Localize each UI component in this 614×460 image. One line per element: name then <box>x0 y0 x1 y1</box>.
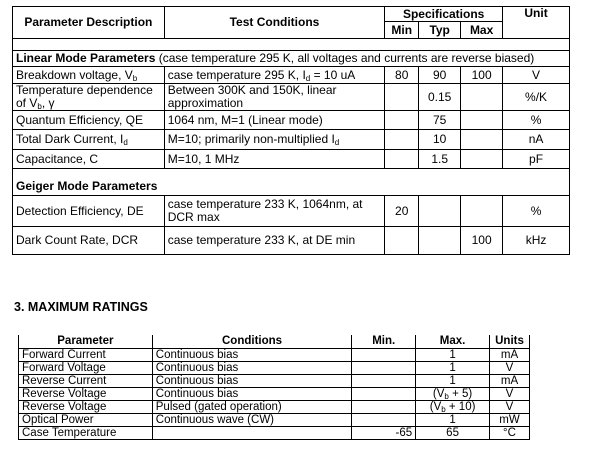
typ-cell: 0.15 <box>419 84 461 111</box>
table-row <box>19 388 530 401</box>
table-row <box>19 427 530 440</box>
header-parameter: Parameter <box>19 335 153 349</box>
header-min: Min <box>385 22 419 39</box>
conditions-cell: Continuous bias <box>152 388 352 401</box>
unit-cell: pF <box>503 150 570 169</box>
parameter-cell: Reverse Voltage <box>19 388 153 401</box>
conditions-cell: M=10, 1 MHz <box>164 150 385 169</box>
maximum-ratings-heading: 3. MAXIMUM RATINGS <box>14 300 148 314</box>
table-row <box>19 362 530 375</box>
min-cell <box>352 375 416 388</box>
conditions-cell: 1064 nm, M=1 (Linear mode) <box>164 111 385 130</box>
typ-cell <box>419 227 461 255</box>
header-parameter-description: Parameter Description <box>13 7 165 39</box>
max-cell <box>461 150 503 169</box>
table-row <box>13 227 570 255</box>
max-cell: 1 <box>416 414 490 427</box>
typ-cell: 10 <box>419 130 461 150</box>
min-cell: 20 <box>385 196 419 227</box>
max-cell <box>461 196 503 227</box>
table-row <box>19 414 530 427</box>
header-conditions: Conditions <box>152 335 352 349</box>
min-cell <box>385 111 419 130</box>
table-row <box>13 111 570 130</box>
linear-mode-note: (case temperature 295 K, all voltages and currents are reverse biased) <box>155 51 535 65</box>
table-row <box>13 130 570 150</box>
header-units: Units <box>490 335 530 349</box>
conditions-cell: Continuous bias <box>152 362 352 375</box>
max-cell: 65 <box>416 427 490 440</box>
unit-cell: % <box>503 111 570 130</box>
max-cell: 1 <box>416 375 490 388</box>
spacer-row <box>13 39 570 51</box>
parameter-cell: Optical Power <box>19 414 153 427</box>
conditions-cell: Between 300K and 150K, linear approximation <box>164 84 385 111</box>
conditions-cell: case temperature 295 K, $I_d = 10$ uA <box>164 67 385 84</box>
max-cell <box>461 130 503 150</box>
linear-mode-section-header <box>13 51 570 67</box>
typ-cell: 1.5 <box>419 150 461 169</box>
min-cell <box>385 150 419 169</box>
table-row <box>13 150 570 169</box>
parameter-cell: Capacitance, C <box>13 150 165 169</box>
header-max: Max <box>461 22 503 39</box>
header-typ: Typ <box>419 22 461 39</box>
parameter-cell: Forward Current <box>19 349 153 362</box>
max-cell: $(V_b + 10)$ <box>416 401 490 414</box>
linear-mode-title: Linear Mode Parameters <box>16 51 156 65</box>
max-cell <box>461 111 503 130</box>
units-cell: °C <box>490 427 530 440</box>
min-cell <box>352 414 416 427</box>
header-unit: Unit <box>503 7 570 39</box>
max-cell: 100 <box>461 227 503 255</box>
table-row <box>19 401 530 414</box>
conditions-cell: Pulsed (gated operation) <box>152 401 352 414</box>
min-cell <box>385 84 419 111</box>
unit-cell: V <box>503 67 570 84</box>
conditions-cell: Continuous bias <box>152 349 352 362</box>
geiger-mode-section-header <box>13 179 570 196</box>
specifications-table <box>12 6 570 255</box>
parameter-cell: Breakdown voltage, $V_b$ <box>13 67 165 84</box>
geiger-mode-title: Geiger Mode Parameters <box>16 179 158 194</box>
conditions-cell: case temperature 233 K, 1064nm, at DCR max <box>164 196 385 227</box>
table-row <box>13 196 570 227</box>
units-cell: mW <box>490 414 530 427</box>
conditions-cell <box>152 427 352 440</box>
conditions-cell: Continuous wave (CW) <box>152 414 352 427</box>
header-min: Min. <box>352 335 416 349</box>
maximum-ratings-table <box>18 335 530 440</box>
conditions-cell: case temperature 233 K, at DE min <box>164 227 385 255</box>
header-test-conditions: Test Conditions <box>164 7 385 39</box>
parameter-cell: Detection Efficiency, DE <box>13 196 165 227</box>
min-cell: 80 <box>385 67 419 84</box>
min-cell <box>352 362 416 375</box>
table-row <box>19 349 530 362</box>
typ-cell <box>419 196 461 227</box>
table-row <box>19 375 530 388</box>
min-cell <box>385 130 419 150</box>
min-cell <box>352 401 416 414</box>
min-cell <box>385 227 419 255</box>
unit-cell: % <box>503 196 570 227</box>
parameter-cell: Temperature dependence of $V_b$, γ <box>13 84 165 111</box>
conditions-cell: Continuous bias <box>152 375 352 388</box>
max-cell <box>461 84 503 111</box>
typ-cell: 75 <box>419 111 461 130</box>
parameter-cell: Dark Count Rate, DCR <box>13 227 165 255</box>
parameter-cell: Reverse Current <box>19 375 153 388</box>
unit-cell: kHz <box>503 227 570 255</box>
unit-cell: nA <box>503 130 570 150</box>
parameter-cell: Quantum Efficiency, QE <box>13 111 165 130</box>
units-cell: V <box>490 401 530 414</box>
typ-cell: 90 <box>419 67 461 84</box>
max-cell: 100 <box>461 67 503 84</box>
min-cell: -65 <box>352 427 416 440</box>
units-cell: mA <box>490 375 530 388</box>
table-row <box>13 84 570 111</box>
units-cell: V <box>490 388 530 401</box>
parameter-cell: Total Dark Current, $I_d$ <box>13 130 165 150</box>
parameter-cell: Reverse Voltage <box>19 401 153 414</box>
table-row <box>13 67 570 84</box>
units-cell: V <box>490 362 530 375</box>
spacer-row <box>13 169 570 179</box>
min-cell <box>352 349 416 362</box>
min-cell <box>352 388 416 401</box>
conditions-cell: M=10; primarily non-multiplied $I_d$ <box>164 130 385 150</box>
max-cell: $(V_b + 5)$ <box>416 388 490 401</box>
units-cell: mA <box>490 349 530 362</box>
header-max: Max. <box>416 335 490 349</box>
max-cell: 1 <box>416 362 490 375</box>
parameter-cell: Forward Voltage <box>19 362 153 375</box>
header-specifications: Specifications <box>385 7 503 22</box>
max-cell: 1 <box>416 349 490 362</box>
unit-cell: %/K <box>503 84 570 111</box>
parameter-cell: Case Temperature <box>19 427 153 440</box>
